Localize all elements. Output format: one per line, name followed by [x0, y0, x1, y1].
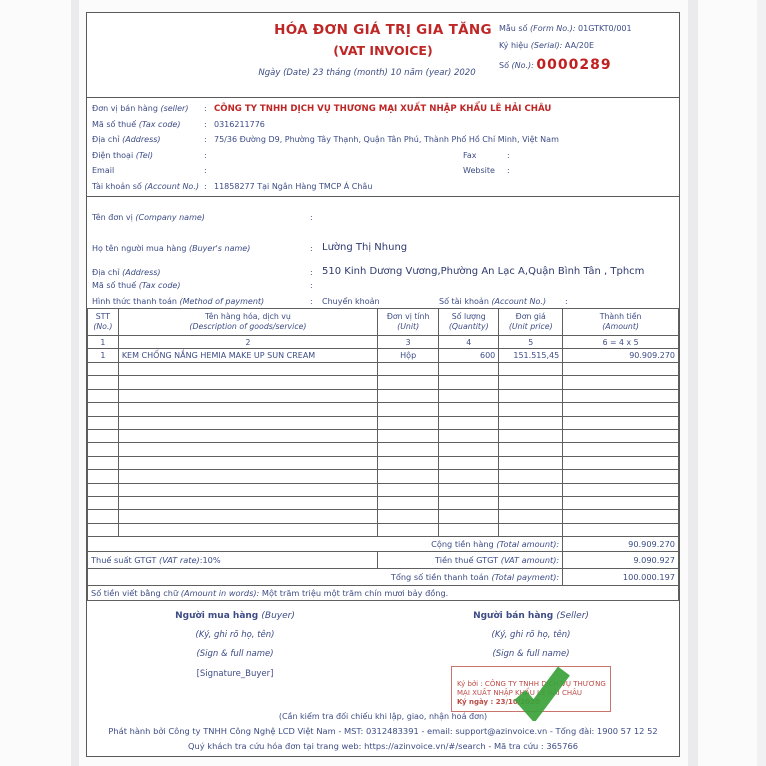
buyer-address-label: Địa chỉ (Address) [92, 268, 161, 277]
seller-section [87, 98, 679, 197]
seller-email-website-row [87, 164, 679, 180]
serial-label-en: (Serial): [530, 40, 563, 50]
colon: : [310, 297, 313, 306]
colon: : [204, 135, 207, 144]
total-payment-value: 100.000.197 [563, 569, 679, 586]
total-amount-row [88, 537, 679, 552]
empty-table-row [88, 456, 679, 469]
seller-signature-column [383, 611, 679, 712]
col-number: 2 [118, 336, 377, 349]
invoice-header [87, 13, 679, 98]
colon: : [507, 150, 510, 160]
vat-amount-value: 9.090.927 [563, 552, 679, 569]
goods-table-header [88, 309, 679, 336]
buyer-signature-title: Người mua hàng (Buyer) [175, 611, 295, 622]
colon: : [565, 297, 568, 306]
empty-table-row [88, 429, 679, 442]
invoice-document [86, 12, 680, 757]
seller-name-value: CÔNG TY TNHH DỊCH VỤ THƯƠNG MẠI XUẤT NHẬP KHẨU LÊ HẢI CHÂU [214, 104, 552, 114]
colon: : [310, 281, 313, 290]
website-label: Website [463, 166, 495, 175]
footer-publisher: Phát hành bởi Công ty TNHH Công Nghệ LCD Việt Nam - MST: 0312483391 - email: support@azinvoice.vn - Tổng đài: 1900 57 12 52 [108, 725, 658, 736]
buyer-sign-note-en: (Sign & full name) [196, 649, 274, 660]
seller-address-label: Địa chỉ (Address) [92, 135, 161, 144]
buyer-signature-placeholder: [Signature_Buyer] [196, 669, 274, 680]
serial-label: Ký hiệu [499, 40, 531, 50]
goods-table [87, 308, 679, 601]
stamp-signed-by: Ký bởi : CÔNG TY TNHH DỊCH VỤ THƯƠNG MẠI XUẤT NHẬP KHẨU LÊ HẢI CHÂU [457, 680, 606, 697]
form-no-label: Mẫu số [499, 24, 531, 33]
seller-taxcode-label: Mã số thuế (Tax code) [92, 119, 181, 129]
payment-method-value: Chuyển khoản [322, 297, 380, 306]
buyer-address-value: 510 Kinh Dương Vương,Phường An Lạc A,Quận Bình Tân , Tphcm [322, 266, 645, 277]
buyer-taxcode-row [87, 277, 679, 294]
col-number: 6 = 4 x 5 [563, 336, 679, 349]
colon: : [204, 181, 207, 191]
header-amount: Thành tiền (Amount) [563, 309, 679, 336]
item-quantity: 600 [439, 349, 499, 363]
header-description: Tên hàng hóa, dịch vụ (Description of goods/service) [118, 309, 377, 336]
photo-edge-strip-left [71, 0, 79, 766]
seller-address-row [87, 133, 679, 149]
invoice-meta-block [499, 24, 675, 81]
empty-table-row [88, 496, 679, 509]
seller-sign-note-vi: (Ký, ghi rõ họ, tên) [491, 630, 571, 641]
invoice-no-label-en: (No.): [511, 61, 537, 70]
empty-table-row [88, 470, 679, 483]
stamp-signed-date: Ký ngày : 23/10/2020 [457, 698, 540, 707]
invoice-no-label: Số [499, 61, 512, 70]
signature-section [87, 601, 679, 712]
payment-method-row [87, 294, 679, 309]
col-number: 4 [439, 336, 499, 349]
form-no-label-en: (Form No.): [530, 24, 576, 33]
buyer-signature-column [87, 611, 383, 712]
buyer-company-row [87, 206, 679, 228]
buyer-company-label: Tên đơn vị (Company name) [92, 212, 205, 222]
empty-table-row [88, 403, 679, 416]
buyer-section [87, 197, 679, 308]
invoice-footer [87, 712, 679, 758]
empty-table-row [88, 483, 679, 496]
buyer-taxcode-label: Mã số thuế (Tax code) [92, 281, 181, 290]
col-number: 1 [88, 336, 119, 349]
item-row [88, 349, 679, 363]
footer-check-note: (Cần kiểm tra đối chiếu khi lập, giao, nhận hoá đơn) [278, 711, 488, 721]
header-stt: STT (No.) [88, 309, 119, 336]
col-number: 5 [499, 336, 563, 349]
buyer-name-value: Lường Thị Nhung [322, 242, 408, 253]
seller-tel-label: Điện thoại (Tel) [92, 150, 154, 160]
seller-account-value: 11858277 Tại Ngân Hàng TMCP Á Châu [214, 181, 373, 191]
item-stt: 1 [88, 349, 119, 363]
invoice-subtitle: (VAT INVOICE) [333, 43, 433, 58]
empty-table-row [88, 416, 679, 429]
seller-taxcode-value: 0316211776 [214, 119, 265, 129]
invoice-no-row [499, 57, 675, 73]
form-no-value: 01GTKT0/001 [575, 24, 632, 33]
item-unit: Hộp [378, 349, 439, 363]
seller-taxcode-row [87, 118, 679, 134]
vat-rate-label: Thuế suất GTGT (VAT rate):10% [88, 552, 378, 569]
empty-table-row [88, 389, 679, 402]
total-amount-value: 90.909.270 [563, 537, 679, 552]
amount-in-words-row [88, 586, 679, 601]
vat-amount-label: Tiền thuế GTGT (VAT amount): [378, 552, 563, 569]
buyer-address-row [87, 253, 679, 277]
vat-row [88, 552, 679, 569]
buyer-account-label: Số tài khoản (Account No.) [439, 297, 547, 306]
photo-edge-strip-right [688, 0, 698, 766]
colon: : [204, 119, 207, 129]
empty-table-row [88, 510, 679, 523]
colon: : [204, 166, 207, 175]
item-amount: 90.909.270 [563, 349, 679, 363]
item-unit-price: 151.515,45 [499, 349, 563, 363]
total-amount-label: Cộng tiền hàng (Total amount): [88, 537, 563, 552]
empty-table-row [88, 443, 679, 456]
colon: : [310, 212, 313, 222]
seller-sign-note-en: (Sign & full name) [492, 649, 570, 660]
fax-label: Fax [463, 150, 477, 160]
colon: : [310, 268, 313, 277]
empty-table-row [88, 363, 679, 376]
buyer-name-label: Họ tên người mua hàng (Buyer's name) [92, 244, 251, 253]
photo-edge-strip-far-right [757, 0, 766, 766]
seller-address-value: 75/36 Đường D9, Phường Tây Thạnh, Quận Tân Phú, Thành Phố Hồ Chí Minh, Việt Nam [214, 135, 559, 144]
item-description: KEM CHỐNG NẮNG HEMIA MAKE UP SUN CREAM [118, 349, 377, 363]
col-number: 3 [378, 336, 439, 349]
colon: : [310, 244, 313, 253]
header-quantity: Số lượng (Quantity) [439, 309, 499, 336]
seller-account-row [87, 180, 679, 196]
seller-name-row [87, 102, 679, 118]
amount-in-words: Số tiền viết bằng chữ (Amount in words): Một trăm triệu một trăm chín mươi bảy đồng. [88, 586, 679, 601]
header-unit: Đơn vị tính (Unit) [378, 309, 439, 336]
total-payment-label: Tổng số tiền thanh toán (Total payment): [88, 569, 563, 586]
colon: : [204, 104, 207, 113]
empty-table-row [88, 523, 679, 536]
seller-signature-title: Người bán hàng (Seller) [473, 611, 589, 622]
serial-value: AA/20E [562, 40, 594, 50]
header-unit-price: Đơn giá (Unit price) [499, 309, 563, 336]
invoice-title: HÓA ĐƠN GIÁ TRỊ GIA TĂNG [274, 22, 492, 38]
colon: : [507, 166, 510, 175]
digital-signature-stamp [451, 666, 611, 712]
serial-row [499, 41, 675, 50]
empty-table-row [88, 376, 679, 389]
green-checkmark-icon [510, 665, 572, 721]
seller-tel-fax-row [87, 149, 679, 165]
form-no-row [499, 24, 675, 33]
buyer-sign-note-vi: (Ký, ghi rõ họ, tên) [195, 630, 275, 641]
footer-lookup: Quý khách tra cứu hóa đơn tại trang web: https://azinvoice.vn/#/search - Mã tra cứu : 365766 [187, 740, 579, 751]
colon: : [204, 150, 207, 160]
payment-method-label: Hình thức thanh toán (Method of payment) [92, 297, 265, 306]
column-number-row [88, 336, 679, 349]
seller-account-label: Tài khoản số (Account No.) [92, 181, 199, 191]
buyer-name-row [87, 228, 679, 253]
invoice-date-line: Ngày (Date) 23 tháng (month) 10 năm (year) 2020 [258, 68, 476, 78]
email-label: Email [92, 166, 115, 175]
invoice-no-value: 0000289 [536, 57, 612, 73]
seller-name-label: Đơn vị bán hàng (seller) [92, 104, 189, 113]
total-payment-row [88, 569, 679, 586]
